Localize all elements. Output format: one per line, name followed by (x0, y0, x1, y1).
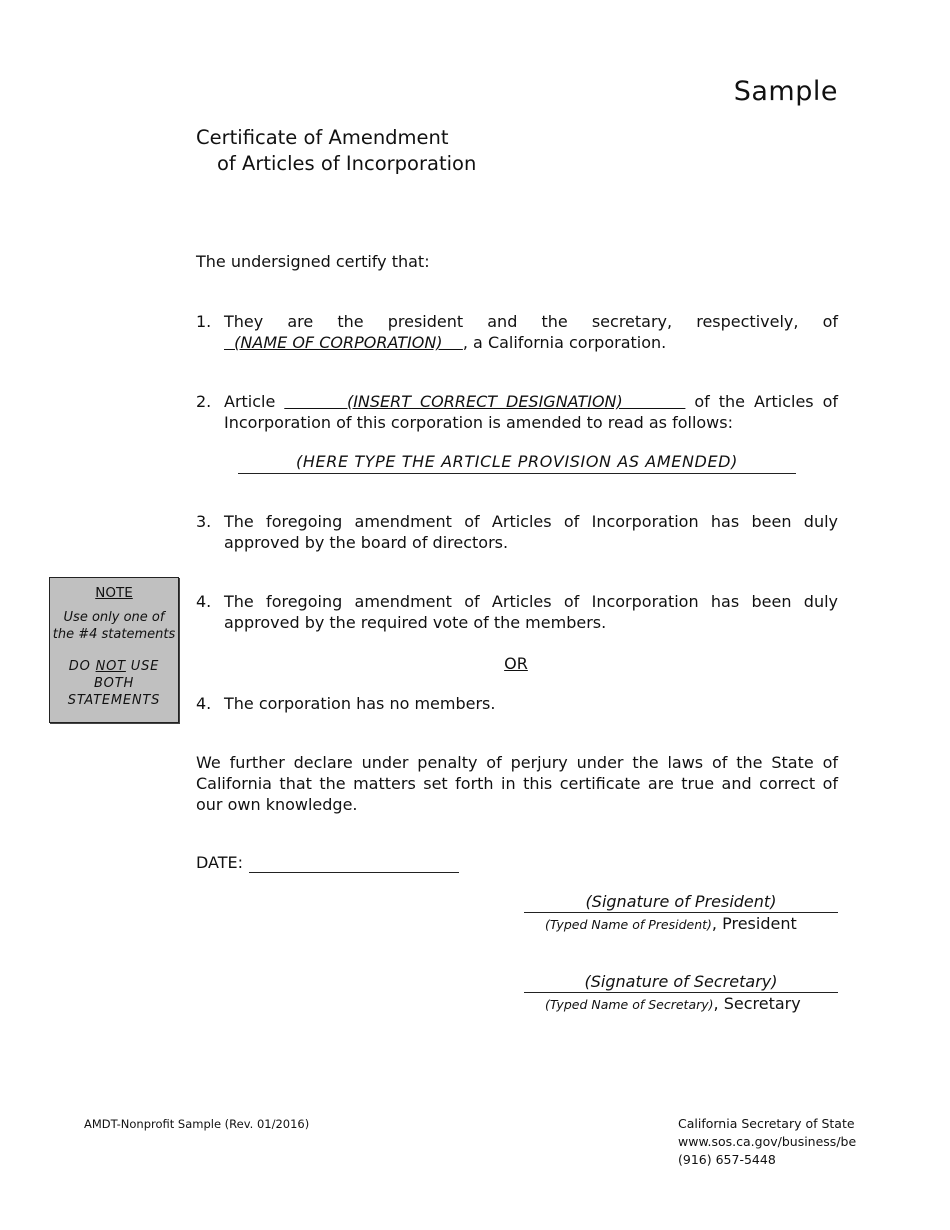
form-id: AMDT-Nonprofit Sample (Rev. 01/2016) (84, 1117, 310, 1131)
sample-watermark: Sample (733, 76, 838, 107)
statement-text-part: , a California corporation. (462, 333, 667, 352)
article-provision-blank: (HERE TYPE THE ARTICLE PROVISION AS AMENDED) (238, 452, 796, 474)
note-warning-emphasis: NOT (95, 659, 126, 674)
agency-phone: (916) 657-5448 (678, 1152, 776, 1167)
agency-name: California Secretary of State (678, 1116, 855, 1131)
document-title (196, 125, 476, 177)
statement-text-part: of the Articles of Incorporation of this corporation is amended to read as follows: (224, 392, 838, 432)
statement-2 (196, 391, 838, 433)
secretary-typed-name (524, 993, 838, 1016)
president-typed-name (524, 913, 838, 936)
agency-website: www.sos.ca.gov/business/be (678, 1134, 857, 1149)
typed-name-placeholder: (Typed Name of President) (545, 917, 712, 932)
statement-number: 3. (196, 512, 212, 531)
article-designation-blank: (INSERT CORRECT DESIGNATION) (284, 392, 686, 411)
statement-3 (196, 511, 838, 553)
statement-text (224, 391, 838, 433)
statement-number: 1. (196, 312, 212, 331)
intro-text: The undersigned certify that: (196, 252, 430, 271)
or-separator: OR (504, 654, 528, 673)
agency-contact (678, 1115, 856, 1169)
date-label: DATE: (196, 853, 244, 872)
statement-text-part: Article (224, 392, 285, 411)
president-signature-block (524, 892, 838, 936)
note-warning-line: STATEMENTS (67, 693, 161, 708)
secretary-signature-line: (Signature of Secretary) (524, 972, 838, 993)
secretary-signature-block (524, 972, 838, 1016)
statement-4-members-vote (196, 591, 838, 633)
note-warning (50, 658, 178, 709)
statement-text: The corporation has no members. (224, 694, 496, 713)
note-title: NOTE (95, 585, 133, 601)
statement-number: 4. (196, 694, 212, 713)
note-box (49, 577, 179, 723)
statement-4-no-members (196, 693, 838, 714)
perjury-declaration: We further declare under penalty of perjury under the laws of the State of California that the matters set forth in this certificate are true and correct of our own knowledge. (196, 753, 838, 814)
role-label: , President (711, 914, 797, 933)
statement-text-part: They are the president and the secretary, respectively, of (224, 312, 838, 331)
statement-number: 4. (196, 592, 212, 611)
note-instruction-line: the #4 statements (52, 627, 176, 642)
date-blank-line (249, 852, 459, 873)
date-field (196, 852, 459, 873)
note-warning-line (50, 658, 178, 675)
statement-1 (196, 311, 838, 353)
note-warning-part: DO (68, 659, 96, 674)
note-instruction-line: Use only one of (63, 610, 165, 625)
typed-name-placeholder: (Typed Name of Secretary) (545, 997, 714, 1012)
note-warning-part: USE (125, 659, 160, 674)
statement-text: The foregoing amendment of Articles of Incorporation has been duly approved by the board of directors. (224, 512, 838, 552)
role-label: , Secretary (713, 994, 801, 1013)
president-signature-line: (Signature of President) (524, 892, 838, 913)
title-line-1: Certificate of Amendment (196, 126, 449, 149)
statement-text: The foregoing amendment of Articles of Incorporation has been duly approved by the required vote of the members. (224, 592, 838, 632)
statement-number: 2. (196, 392, 212, 411)
title-line-2: of Articles of Incorporation (217, 152, 477, 175)
corporation-name-blank: (NAME OF CORPORATION) (224, 333, 463, 352)
statement-text (224, 311, 838, 353)
note-instruction (50, 609, 178, 643)
note-warning-line: BOTH (93, 676, 135, 691)
